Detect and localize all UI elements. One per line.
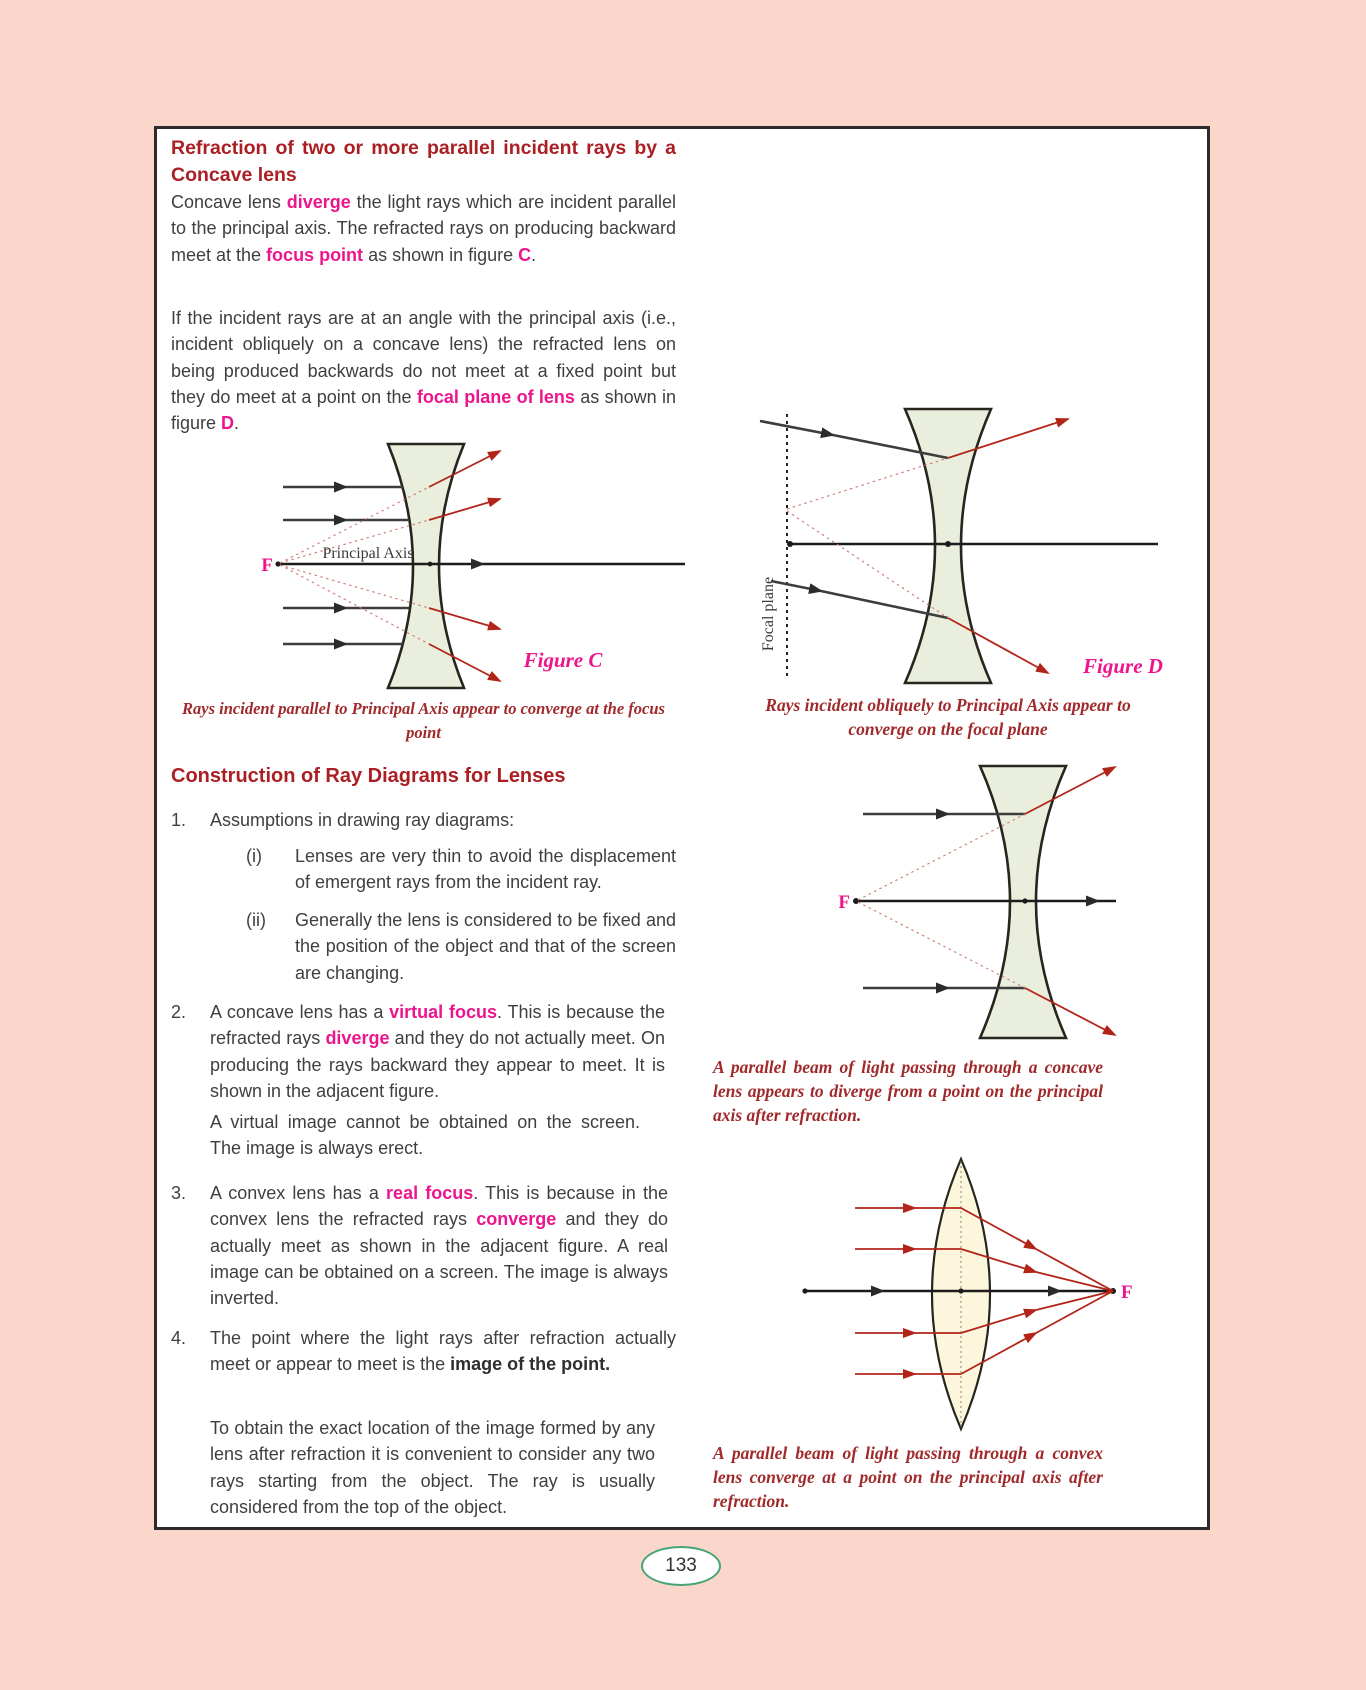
list-text: Assumptions in drawing ray diagrams: [210, 810, 515, 830]
text-run: A convex lens has a [210, 1183, 387, 1203]
refracted-ray [1036, 1291, 1113, 1310]
highlight-real-focus: real focus [386, 1183, 474, 1203]
incident-rays [283, 487, 409, 644]
text-run: . [531, 244, 537, 265]
paragraph-virtual-image: A virtual image cannot be obtained on the screen. The image is always erect. [210, 1112, 640, 1159]
concave-virtual-focus-diagram [703, 749, 1213, 1049]
text-run: . This is because in the convex lens the refracted rays [210, 1183, 668, 1230]
convex-lens [932, 1159, 990, 1429]
lens-body [932, 1159, 990, 1429]
text-run: A concave lens has a [210, 1002, 390, 1022]
virtual-ray [280, 565, 429, 608]
list-number: (ii) [246, 910, 266, 930]
text-run: as shown in figure [171, 386, 676, 434]
focus-point-label: F [1121, 1282, 1133, 1303]
list-text [210, 1180, 668, 1311]
list-number: 2. [171, 1002, 187, 1022]
axis-dot [802, 1288, 807, 1293]
optical-center-dot [428, 562, 433, 567]
list-item-1-i [171, 843, 676, 896]
list-number: (i) [246, 846, 262, 866]
list-item-1 [171, 807, 676, 833]
highlight-virtual-focus: virtual focus [389, 1002, 497, 1022]
highlight-figure-c-ref: C [518, 244, 532, 265]
principal-axis [853, 898, 1116, 904]
paragraph-concave-diverge [171, 189, 676, 268]
highlight-converge: converge [476, 1209, 557, 1230]
axis-dot [787, 541, 793, 547]
list-number: 3. [171, 1183, 187, 1203]
light-ray [760, 421, 833, 435]
list-text [210, 999, 665, 1104]
focal-plane [760, 414, 787, 676]
text-run: . [234, 413, 240, 434]
text-run: . This is because the refracted rays [210, 1002, 665, 1049]
list-item-4 [171, 1325, 676, 1378]
text-run: as shown in figure [363, 244, 519, 265]
list-text: Generally the lens is considered to be fixed and the position of the object and that of the screen are changing. [295, 910, 676, 983]
page-number: 133 [665, 1555, 697, 1576]
list-number: 4. [171, 1328, 187, 1348]
highlight-figure-d-ref: D [221, 413, 235, 434]
refracted-ray [1036, 1291, 1113, 1333]
section-heading-construction: Construction of Ray Diagrams for Lenses [171, 765, 566, 787]
focus-dot [275, 561, 280, 566]
list-item-1-ii [171, 907, 676, 986]
principal-axis [275, 561, 685, 566]
figure-c-label: Figure C [523, 648, 603, 672]
light-ray [771, 581, 821, 591]
figure-c-caption: Rays incident parallel to Principal Axis appear to converge at the focus point [182, 699, 665, 742]
figure-d-caption: Rays incident obliquely to Principal Axis appear to converge on the focal plane [765, 695, 1131, 739]
focus-point-label: F [838, 892, 850, 913]
refracted-ray [1036, 1249, 1113, 1291]
principal-axis [787, 541, 1158, 547]
text-run: If the incident rays are at an angle with the principal axis (i.e., incident obliquely on a concave lens) the refracted lens on being produced backwards do not meet at a fixed point but they do meet at a point on the [171, 308, 676, 407]
concave-lens [388, 444, 464, 688]
concave-virtual-caption: A parallel beam of light passing through a concave lens appears to diverge from a point on the principal axis after refraction. [713, 1057, 1103, 1125]
optical-center-dot [1022, 898, 1027, 903]
bold-image-of-point: image of the point. [450, 1354, 611, 1375]
page-number-badge [641, 1546, 721, 1586]
highlight-focus-point: focus point [266, 244, 364, 265]
list-item-3 [171, 1180, 668, 1311]
principal-axis-label: Principal Axis [322, 545, 414, 562]
focus-dot [853, 898, 859, 904]
list-text: Lenses are very thin to avoid the displacement of emergent rays from the incident ray. [295, 846, 676, 893]
list-number: 1. [171, 810, 187, 830]
highlight-focal-plane: focal plane of lens [416, 386, 575, 407]
text-run: Concave lens [171, 192, 287, 212]
text-run: and they do actually meet as shown in the adjacent figure. A real image can be obtained on a screen. The image is always inverted. [210, 1209, 668, 1309]
text-run: and they do not actually meet. On producing the rays backward they appear to meet. It is shown in the adjacent figure. [210, 1028, 665, 1101]
list-item-2 [171, 999, 665, 1104]
convex-real-focus-diagram [703, 1135, 1213, 1435]
optical-center-dot [958, 1288, 963, 1293]
backward-extensions [787, 458, 948, 618]
optical-center-dot [945, 541, 951, 547]
text-run: The point where the light rays after refraction actually meet or appear to meet is the [210, 1328, 676, 1375]
convex-real-caption: A parallel beam of light passing through a convex lens converge at a point on the principal axis after refraction. [713, 1443, 1103, 1511]
highlight-diverge: diverge [286, 192, 351, 212]
content-box [154, 126, 1210, 1530]
section-heading-refraction: Refraction of two or more parallel incident rays by a Concave lens [171, 137, 676, 186]
figure-d-label: Figure D [1083, 654, 1163, 678]
figure-d-diagram [703, 369, 1213, 687]
focus-point-label: F [261, 555, 273, 576]
refracted-ray [1036, 1272, 1113, 1291]
list-text [210, 1325, 676, 1378]
highlight-diverge-2: diverge [325, 1028, 390, 1049]
focal-plane-label: Focal plane [760, 576, 777, 652]
lens-body [388, 444, 464, 688]
figure-c-diagram [233, 391, 703, 696]
paragraph-two-rays: To obtain the exact location of the image formed by any lens after refraction it is convenient to consider any two rays starting from the object. The ray is usually considered from the top of the object. [210, 1418, 655, 1517]
text-run: the light rays which are incident parallel to the principal axis. The refracted rays on producing backward meet at the [171, 192, 676, 265]
